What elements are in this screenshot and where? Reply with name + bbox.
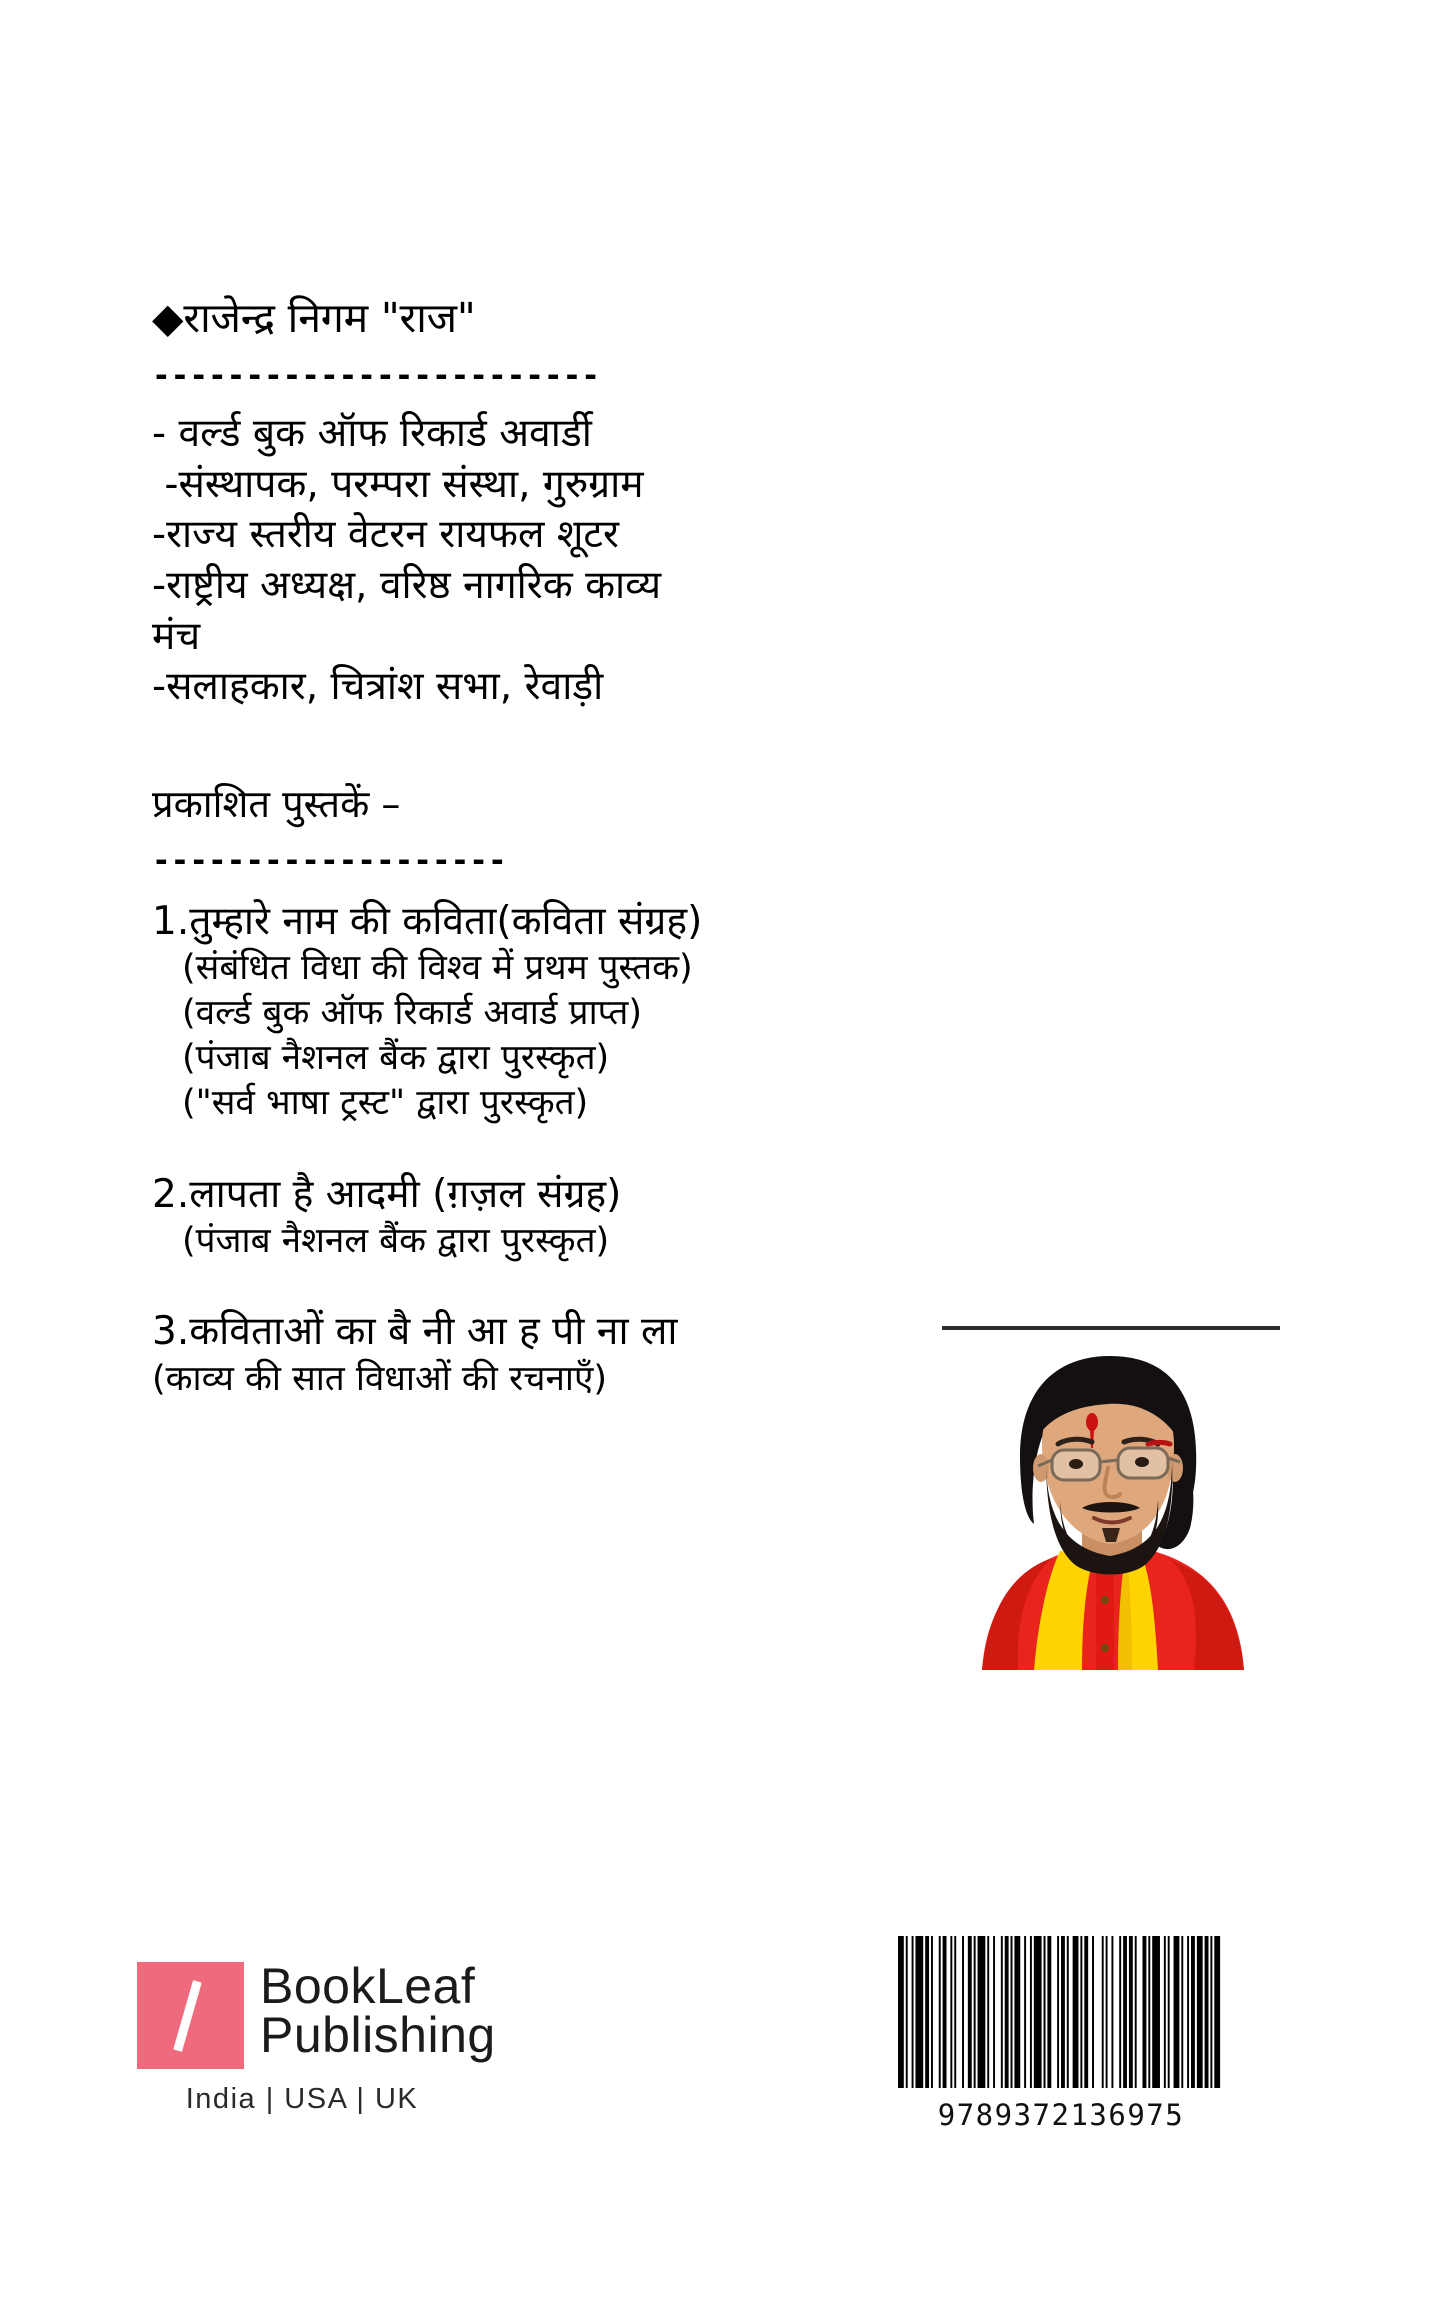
book-note: (वर्ल्ड बुक ऑफ रिकार्ड अवार्ड प्राप्त) (182, 993, 643, 1034)
cover-text-block (152, 292, 1052, 1401)
book-note: (पंजाब नैशनल बैंक द्वारा पुरस्कृत) (182, 1220, 610, 1261)
publisher-name-line1: BookLeaf (260, 1958, 476, 2014)
publisher-regions: India | USA | UK (185, 2083, 419, 2115)
book-note: (पंजाब नैशनल बैंक द्वारा पुरस्कृत) (182, 1037, 610, 1078)
barcode-bars (898, 1936, 1224, 2088)
books-divider: ------------------- (152, 842, 507, 879)
slash-glyph (173, 1980, 201, 2052)
book-note: (संबंधित विधा की विश्व में प्रथम पुस्तक) (182, 948, 693, 989)
published-books-list (152, 897, 1052, 1401)
credential-line: -सलाहकार, चित्रांश सभा, रेवाड़ी (152, 664, 604, 710)
credential-line: -राज्य स्तरीय वेटरन रायफल शूटर (152, 512, 619, 558)
book-title: 1.तुम्हारे नाम की कविता(कविता संग्रह) (152, 899, 703, 945)
credential-line: मंच (152, 613, 201, 659)
book-list-item (152, 1170, 1052, 1264)
author-photo-container (942, 1326, 1280, 1670)
book-list-item (152, 1307, 1052, 1401)
publisher-logo-row (137, 1958, 557, 2069)
credential-line: -राष्ट्रीय अध्यक्ष, वरिष्ठ नागरिक काव्य (152, 563, 662, 609)
publisher-logo-block (137, 1958, 557, 2116)
bookleaf-slash-logo-icon (137, 1962, 244, 2069)
credential-line: -संस्थापक, परम्परा संस्था, गुरुग्राम (152, 461, 644, 507)
book-title: 2.लापता है आदमी (ग़ज़ल संग्रह) (152, 1171, 622, 1217)
publisher-name-line2: Publishing (260, 2007, 496, 2063)
photo-top-divider (942, 1326, 1280, 1330)
book-note: ("सर्व भाषा ट्रस्ट" द्वारा पुरस्कृत) (182, 1082, 589, 1123)
isbn-barcode-block (898, 1936, 1224, 2132)
book-note: (काव्य की सात विधाओं की रचनाएँ) (152, 1358, 607, 1399)
isbn-number: 9789372136975 (937, 2098, 1185, 2132)
author-portrait-photo (942, 1332, 1280, 1670)
credential-line: - वर्ल्ड बुक ऑफ रिकार्ड अवार्डी (152, 411, 592, 457)
publisher-name (260, 1958, 496, 2063)
author-name: ◆राजेन्द्र निगम "राज" (152, 294, 476, 342)
book-list-item (152, 897, 1052, 1125)
book-title: 3.कविताओं का बै नी आ ह पी ना ला (152, 1309, 678, 1355)
author-divider: ------------------------ (152, 358, 600, 395)
published-books-heading: प्रकाशित पुस्तकें – (152, 782, 401, 827)
author-credentials-list (152, 409, 1052, 713)
